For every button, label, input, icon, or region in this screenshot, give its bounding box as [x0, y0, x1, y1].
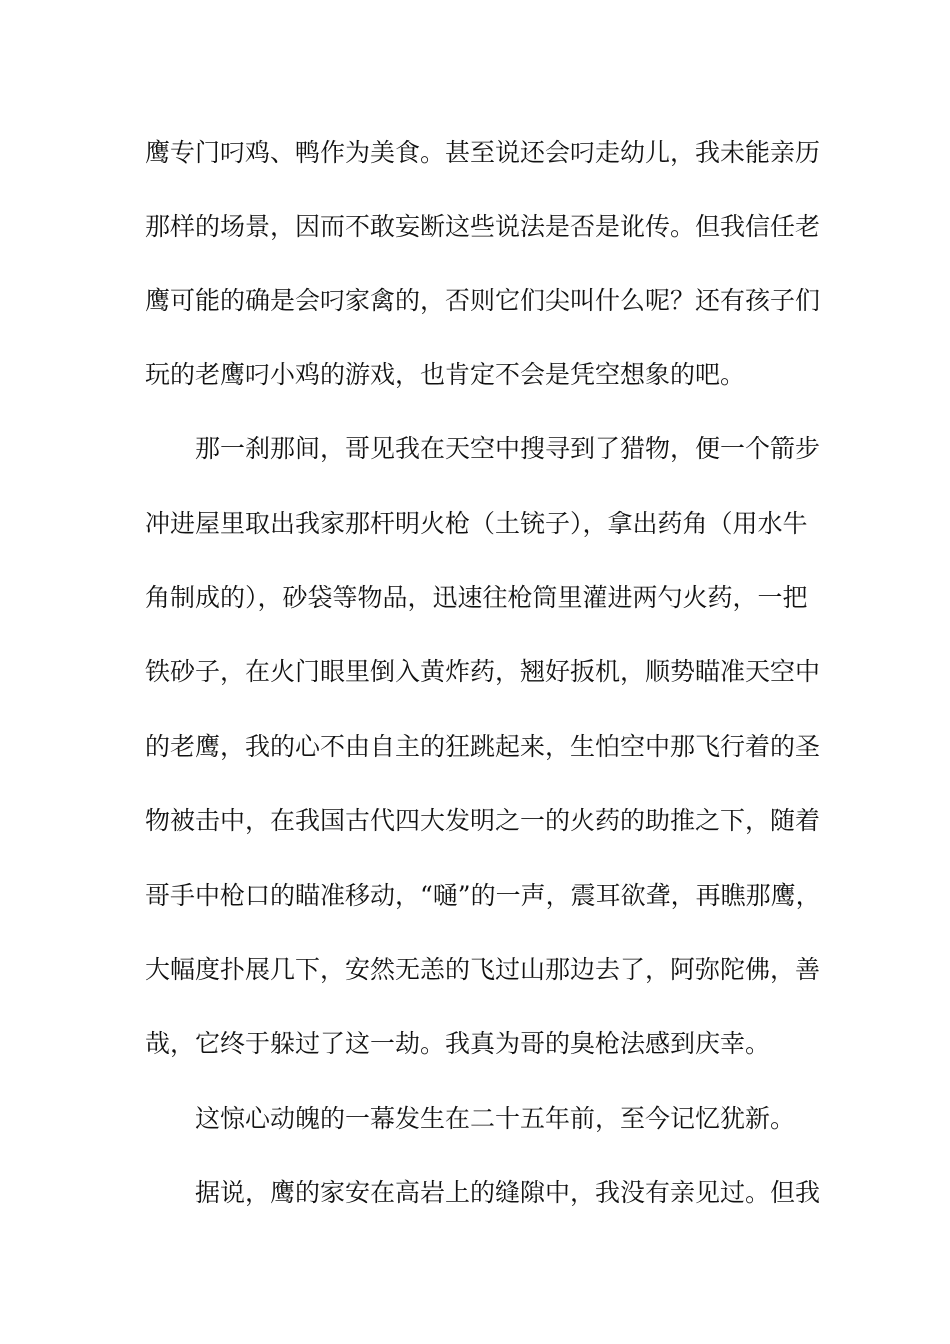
text-line: 据说，鹰的家安在高岩上的缝隙中，我没有亲见过。但我	[145, 1178, 821, 1207]
text-line: 鹰专门叼鸡、鸭作为美食。甚至说还会叼走幼儿，我未能亲历	[145, 138, 821, 167]
text-line: 铁砂子，在火门眼里倒入黄炸药，翘好扳机，顺势瞄准天空中	[145, 657, 821, 686]
text-line: 那样的场景，因而不敢妄断这些说法是否是讹传。但我信任老	[145, 212, 821, 241]
text-line: 那一刹那间，哥见我在天空中搜寻到了猎物，便一个箭步	[145, 434, 821, 463]
text-line: 哉，它终于躲过了这一劫。我真为哥的臭枪法感到庆幸。	[145, 1029, 771, 1058]
text-line: 哥手中枪口的瞄准移动，“嗵”的一声，震耳欲聋，再瞧那鹰，	[145, 881, 821, 910]
text-line: 玩的老鹰叼小鸡的游戏，也肯定不会是凭空想象的吧。	[145, 360, 746, 389]
text-line: 鹰可能的确是会叼家禽的，否则它们尖叫什么呢？还有孩子们	[145, 286, 821, 315]
text-line: 大幅度扑展几下，安然无恙的飞过山那边去了，阿弥陀佛，善	[145, 955, 821, 984]
text-line: 的老鹰，我的心不由自主的狂跳起来，生怕空中那飞行着的圣	[145, 732, 821, 761]
text-line: 物被击中，在我国古代四大发明之一的火药的助推之下，随着	[145, 806, 821, 835]
text-line: 角制成的），砂袋等物品，迅速往枪筒里灌进两勺火药，一把	[145, 583, 808, 612]
text-line: 冲进屋里取出我家那杆明火枪（土铳子），拿出药角（用水牛	[145, 509, 808, 538]
text-line: 这惊心动魄的一幕发生在二十五年前，至今记忆犹新。	[145, 1104, 796, 1133]
